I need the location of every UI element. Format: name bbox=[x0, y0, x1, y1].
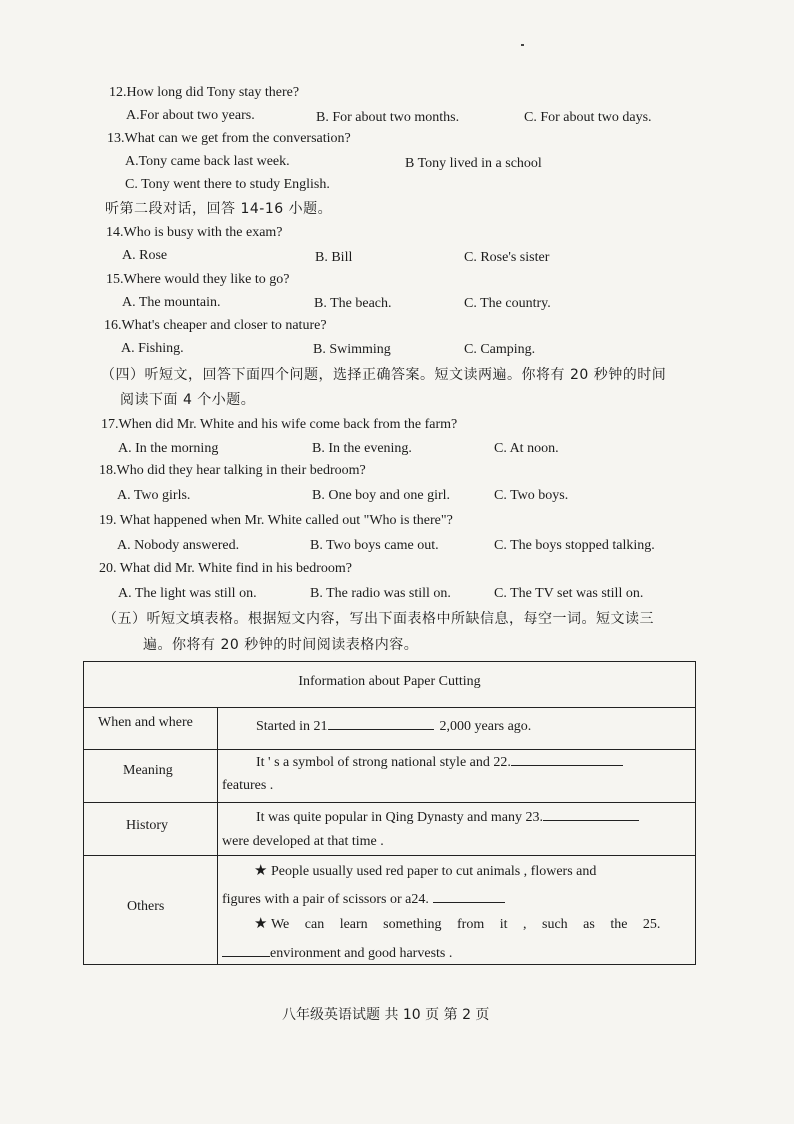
row-history-text-start: It was quite popular in Qing Dynasty and many 23. bbox=[256, 810, 543, 825]
q18-option-b: B. One boy and one girl. bbox=[312, 488, 451, 503]
q17-option-b: B. In the evening. bbox=[312, 441, 412, 456]
part-5-instruction-line-2: 遍。你将有 20 秒钟的时间阅读表格内容。 bbox=[143, 637, 419, 653]
row-when-where-text-start: Started in 21 bbox=[256, 719, 328, 734]
row-others-line-1 bbox=[254, 862, 596, 881]
row-others-line-3 bbox=[254, 915, 660, 934]
row-label-when-where: When and where bbox=[98, 715, 193, 730]
blank-22[interactable] bbox=[511, 751, 623, 766]
q16-option-b: B. Swimming bbox=[313, 342, 391, 357]
question-20: 20. What did Mr. White find in his bedroom? bbox=[99, 561, 353, 576]
q19-option-b: B. Two boys came out. bbox=[310, 538, 439, 553]
question-18: 18.Who did they hear talking in their bedroom? bbox=[99, 463, 366, 478]
question-15: 15.Where would they like to go? bbox=[106, 272, 290, 287]
row-others-line-4-text: environment and good harvests . bbox=[270, 946, 453, 961]
row-others-line-2 bbox=[222, 888, 505, 909]
row-others-line-2-text: figures with a pair of scissors or a24. bbox=[222, 892, 429, 907]
row-history-text bbox=[256, 806, 639, 827]
q19-option-c: C. The boys stopped talking. bbox=[494, 538, 655, 553]
section-2-instruction: 听第二段对话，回答 14-16 小题。 bbox=[105, 201, 333, 217]
question-17: 17.When did Mr. White and his wife come back from the farm? bbox=[101, 417, 458, 432]
q14-option-b: B. Bill bbox=[315, 250, 353, 265]
q14-option-a: A. Rose bbox=[122, 248, 168, 263]
row-label-meaning: Meaning bbox=[123, 763, 173, 778]
q20-option-c: C. The TV set was still on. bbox=[494, 586, 644, 601]
q19-option-a: A. Nobody answered. bbox=[117, 538, 240, 553]
row-when-where-text-end: 2,000 years ago. bbox=[439, 719, 532, 734]
q18-option-c: C. Two boys. bbox=[494, 488, 569, 503]
question-14: 14.Who is busy with the exam? bbox=[106, 225, 283, 240]
row-label-others: Others bbox=[127, 899, 165, 914]
q16-option-c: C. Camping. bbox=[464, 342, 536, 357]
q12-option-b: B. For about two months. bbox=[316, 110, 460, 125]
table-divider bbox=[84, 855, 695, 856]
table-title: Information about Paper Cutting bbox=[298, 674, 481, 689]
row-meaning-text bbox=[256, 751, 623, 772]
row-others-line-3-text: We can learn something from it , such as the 25. bbox=[270, 917, 661, 932]
question-16: 16.What's cheaper and closer to nature? bbox=[104, 318, 327, 333]
row-others-line-1-text: People usually used red paper to cut animals , flowers and bbox=[270, 864, 597, 879]
question-13: 13.What can we get from the conversation? bbox=[107, 131, 351, 146]
paper-cutting-table bbox=[83, 661, 696, 965]
q12-option-c: C. For about two days. bbox=[524, 110, 652, 125]
row-label-history: History bbox=[126, 818, 168, 833]
q16-option-a: A. Fishing. bbox=[121, 341, 184, 356]
table-column-divider bbox=[217, 707, 218, 964]
q13-option-b: B Tony lived in a school bbox=[405, 156, 542, 171]
q15-option-a: A. The mountain. bbox=[122, 295, 221, 310]
star-icon: ★ bbox=[254, 916, 268, 932]
q18-option-a: A. Two girls. bbox=[117, 488, 191, 503]
q14-option-c: C. Rose's sister bbox=[464, 250, 550, 265]
row-when-where-text bbox=[256, 715, 531, 736]
part-4-instruction-line-2: 阅读下面 4 个小题。 bbox=[120, 392, 256, 408]
table-divider bbox=[84, 749, 695, 750]
row-meaning-text-2: features . bbox=[222, 778, 274, 793]
blank-24[interactable] bbox=[433, 888, 505, 903]
star-icon: ★ bbox=[254, 863, 268, 879]
table-divider bbox=[84, 707, 695, 708]
question-19: 19. What happened when Mr. White called out "Who is there"? bbox=[99, 513, 453, 528]
q12-option-a: A.For about two years. bbox=[126, 108, 255, 123]
q15-option-b: B. The beach. bbox=[314, 296, 392, 311]
q20-option-b: B. The radio was still on. bbox=[310, 586, 451, 601]
blank-25[interactable] bbox=[222, 942, 270, 957]
q20-option-a: A. The light was still on. bbox=[118, 586, 257, 601]
row-history-text-2: were developed at that time . bbox=[222, 834, 384, 849]
speck bbox=[521, 44, 524, 46]
q13-option-a: A.Tony came back last week. bbox=[125, 154, 290, 169]
page-footer: 八年级英语试题 共 10 页 第 2 页 bbox=[282, 1007, 490, 1023]
blank-23[interactable] bbox=[543, 806, 639, 821]
q17-option-a: A. In the morning bbox=[118, 441, 219, 456]
q17-option-c: C. At noon. bbox=[494, 441, 559, 456]
part-5-instruction-line-1: （五）听短文填表格。根据短文内容，写出下面表格中所缺信息，每空一词。短文读三 bbox=[103, 611, 654, 627]
table-divider bbox=[84, 802, 695, 803]
q15-option-c: C. The country. bbox=[464, 296, 551, 311]
part-4-instruction-line-1: （四）听短文，回答下面四个问题，选择正确答案。短文读两遍。你将有 20 秒钟的时间 bbox=[101, 367, 667, 383]
question-12: 12.How long did Tony stay there? bbox=[109, 85, 300, 100]
row-others-line-4 bbox=[222, 942, 452, 963]
row-meaning-text-start: It ' s a symbol of strong national style and 22. bbox=[256, 755, 511, 770]
q13-option-c: C. Tony went there to study English. bbox=[125, 177, 330, 192]
blank-21[interactable] bbox=[328, 715, 434, 730]
